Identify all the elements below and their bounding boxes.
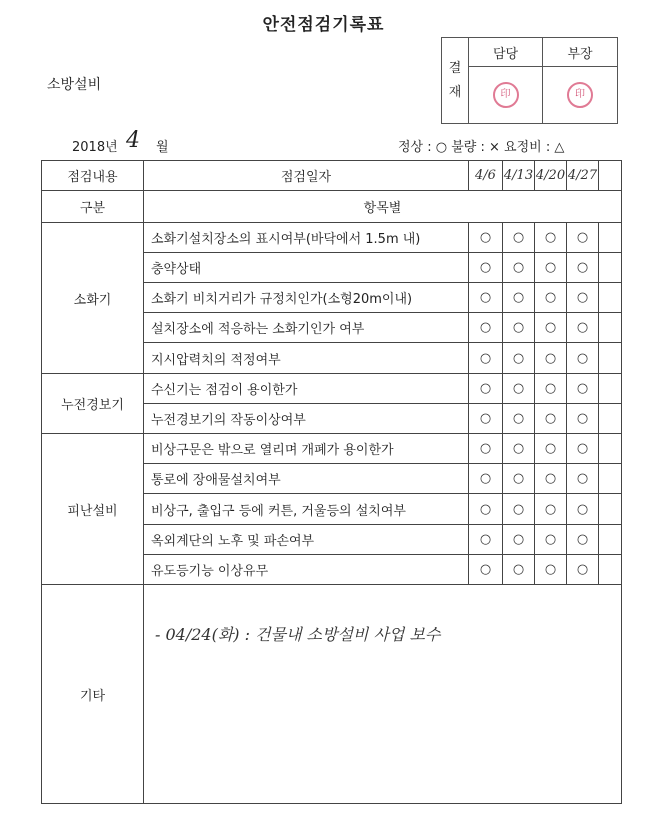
item-label: 누전경보기의 작동이상여부 [144, 404, 469, 434]
empty-cell [599, 343, 622, 374]
check-mark: ○ [567, 404, 599, 434]
check-mark: ○ [567, 525, 599, 555]
check-mark: ○ [567, 223, 599, 253]
department-label: 소방설비 [47, 77, 102, 93]
period-month-value: 4 [126, 128, 140, 153]
check-mark: ○ [535, 223, 567, 253]
approval-role-manager: 담당 [469, 38, 543, 67]
check-mark: ○ [535, 253, 567, 283]
check-mark: ○ [567, 555, 599, 585]
item-label: 비상구, 출입구 등에 커튼, 거울등의 설치여부 [144, 494, 469, 525]
approval-stamp-manager: 印 [493, 82, 519, 108]
empty-cell [599, 223, 622, 253]
mark-legend: 정상 : ○ 불량 : × 요정비 : △ [398, 140, 565, 155]
date-cell: 4/27 [567, 161, 599, 191]
item-label: 설치장소에 적응하는 소화기인가 여부 [144, 313, 469, 343]
empty-cell [599, 161, 622, 191]
inspection-table [41, 160, 622, 804]
header-content: 점검내용 [42, 161, 144, 191]
check-mark: ○ [567, 434, 599, 464]
check-mark: ○ [535, 434, 567, 464]
check-mark: ○ [469, 464, 503, 494]
item-label: 소화기설치장소의 표시여부(바닥에서 1.5m 내) [144, 223, 469, 253]
check-mark: ○ [503, 313, 535, 343]
form-title: 안전점검기록표 [262, 15, 385, 35]
empty-cell [599, 434, 622, 464]
check-mark: ○ [535, 464, 567, 494]
item-label: 옥외계단의 노후 및 파손여부 [144, 525, 469, 555]
item-label: 지시압력치의 적정여부 [144, 343, 469, 374]
check-mark: ○ [535, 283, 567, 313]
item-label: 통로에 장애물설치여부 [144, 464, 469, 494]
item-label: 수신기는 점검이 용이한가 [144, 374, 469, 404]
empty-cell [599, 313, 622, 343]
check-mark: ○ [469, 374, 503, 404]
check-mark: ○ [567, 464, 599, 494]
check-mark: ○ [503, 434, 535, 464]
item-label: 비상구문은 밖으로 열리며 개폐가 용이한가 [144, 434, 469, 464]
check-mark: ○ [567, 283, 599, 313]
check-mark: ○ [535, 525, 567, 555]
empty-cell [599, 555, 622, 585]
subheader-items: 항목별 [144, 191, 622, 223]
check-mark: ○ [503, 494, 535, 525]
item-label: 충약상태 [144, 253, 469, 283]
check-mark: ○ [469, 283, 503, 313]
check-mark: ○ [503, 374, 535, 404]
check-mark: ○ [469, 253, 503, 283]
check-mark: ○ [567, 313, 599, 343]
approval-box [441, 37, 618, 124]
empty-cell [599, 374, 622, 404]
check-mark: ○ [535, 313, 567, 343]
check-mark: ○ [503, 343, 535, 374]
date-cell: 4/20 [535, 161, 567, 191]
check-mark: ○ [567, 253, 599, 283]
check-mark: ○ [469, 313, 503, 343]
other-label: 기타 [42, 585, 144, 804]
approval-stamp-director: 印 [567, 82, 593, 108]
subheader-category: 구분 [42, 191, 144, 223]
check-mark: ○ [567, 343, 599, 374]
check-mark: ○ [469, 494, 503, 525]
item-label: 소화기 비치거리가 규정치인가(소형20m이내) [144, 283, 469, 313]
group-name: 소화기 [42, 223, 144, 374]
approval-side-label: 결 재 [442, 38, 469, 124]
check-mark: ○ [535, 404, 567, 434]
period-month-unit: 월 [156, 140, 169, 155]
approval-role-director: 부장 [543, 38, 618, 67]
check-mark: ○ [469, 223, 503, 253]
check-mark: ○ [535, 343, 567, 374]
empty-cell [599, 464, 622, 494]
check-mark: ○ [469, 525, 503, 555]
check-mark: ○ [567, 374, 599, 404]
date-cell: 4/13 [503, 161, 535, 191]
check-mark: ○ [567, 494, 599, 525]
check-mark: ○ [469, 343, 503, 374]
check-mark: ○ [535, 555, 567, 585]
check-mark: ○ [503, 223, 535, 253]
check-mark: ○ [503, 253, 535, 283]
check-mark: ○ [469, 555, 503, 585]
check-mark: ○ [503, 283, 535, 313]
empty-cell [599, 525, 622, 555]
item-label: 유도등기능 이상유무 [144, 555, 469, 585]
check-mark: ○ [503, 525, 535, 555]
other-note-area [144, 585, 622, 804]
group-name: 누전경보기 [42, 374, 144, 434]
date-cell: 4/6 [469, 161, 503, 191]
empty-cell [599, 494, 622, 525]
check-mark: ○ [469, 404, 503, 434]
check-mark: ○ [535, 374, 567, 404]
check-mark: ○ [469, 434, 503, 464]
other-note: - 04/24(화) : 건물내 소방설비 사업 보수 [155, 625, 441, 644]
empty-cell [599, 253, 622, 283]
check-mark: ○ [503, 555, 535, 585]
empty-cell [599, 404, 622, 434]
header-date: 점검일자 [144, 161, 469, 191]
group-name: 피난설비 [42, 434, 144, 585]
check-mark: ○ [503, 404, 535, 434]
period-year: 2018년 [72, 140, 118, 155]
check-mark: ○ [535, 494, 567, 525]
check-mark: ○ [503, 464, 535, 494]
empty-cell [599, 283, 622, 313]
